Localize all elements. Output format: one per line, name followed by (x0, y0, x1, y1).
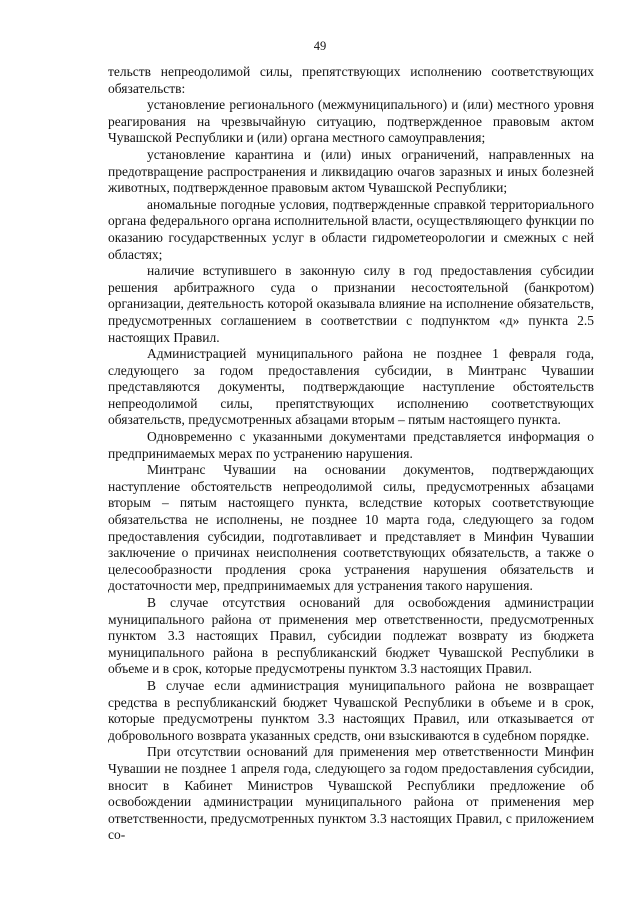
document-body (108, 64, 594, 844)
paragraph-continuation: тельств непреодолимой силы, препятствующих исполнению соответствующих обязательств: (108, 64, 594, 96)
paragraph: аномальные погодные условия, подтвержденные справкой территориального органа федерального органа исполнительной власти, осуществляющего функции по оказанию государственных услуг в области гидрометеорологии и смежных с ней областях; (108, 196, 594, 262)
paragraph: Одновременно с указанными документами представляется информация о предпринимаемых мерах по устранению нарушения. (108, 429, 594, 461)
paragraph: В случае если администрация муниципального района не возвращает средства в республиканский бюджет Чувашской Республики в объеме и в срок, которые предусмотрены пунктом 3.3 настоящих Правил, или отказывается от добровольного возврата указанных средств, они взыскиваются в судебном порядке. (108, 677, 594, 743)
paragraph: установление карантина и (или) иных ограничений, направленных на предотвращение распространения и ликвидацию очагов заразных и иных болезней животных, подтвержденное правовым актом Чувашской Республики; (108, 146, 594, 196)
paragraph: установление регионального (межмуниципального) и (или) местного уровня реагирования на чрезвычайную ситуацию, подтвержденное правовым актом Чувашской Республики и (или) органа местного самоуправления; (108, 97, 594, 146)
paragraph: При отсутствии оснований для применения мер ответственности Минфин Чувашии не позднее 1 апреля года, следующего за годом предоставления субсидии, вносит в Кабинет Министров Чувашской Республики предложение об освобождении администрации муниципального района от применения мер ответственности, предусмотренных пунктом 3.3 настоящих Правил, с приложением со- (108, 744, 594, 843)
paragraph: Минтранс Чувашии на основании документов, подтверждающих наступление обстоятельств непреодолимой силы, предусмотренных абзацами вторым – пятым настоящего пункта, вследствие которых соответствующие обязательства не исполнены, не позднее 10 марта года, следующего за годом предоставления субсидии, подготавливает и представляет в Минфин Чувашии заключение о причинах неисполнения соответствующих обязательств, а также о целесообразности продления срока устранения нарушения обязательств и достаточности мер, предпринимаемых для устранения такого нарушения. (108, 462, 594, 594)
paragraph: В случае отсутствия оснований для освобождения администрации муниципального района от применения мер ответственности, предусмотренных пунктом 3.3 настоящих Правил, субсидии подлежат возврату из бюджета муниципального района в республиканский бюджет Чувашской Республики в объеме и в срок, которые предусмотрены пунктом 3.3 настоящих Правил. (108, 595, 594, 677)
paragraph: Администрацией муниципального района не позднее 1 февраля года, следующего за годом предоставления субсидии, в Минтранс Чувашии представляются документы, подтверждающие наступление обстоятельств непреодолимой силы, препятствующих исполнению соответствующих обязательств, предусмотренных абзацами вторым – пятым настоящего пункта. (108, 346, 594, 428)
page-number: 49 (313, 39, 327, 53)
paragraph: наличие вступившего в законную силу в год предоставления субсидии решения арбитражного суда о признании несостоятельной (банкротом) организации, деятельность которой оказывала влияние на исполнение обязательств, предусмотренных соглашением в соответствии с подпунктом «д» пункта 2.5 настоящих Правил. (108, 263, 594, 345)
